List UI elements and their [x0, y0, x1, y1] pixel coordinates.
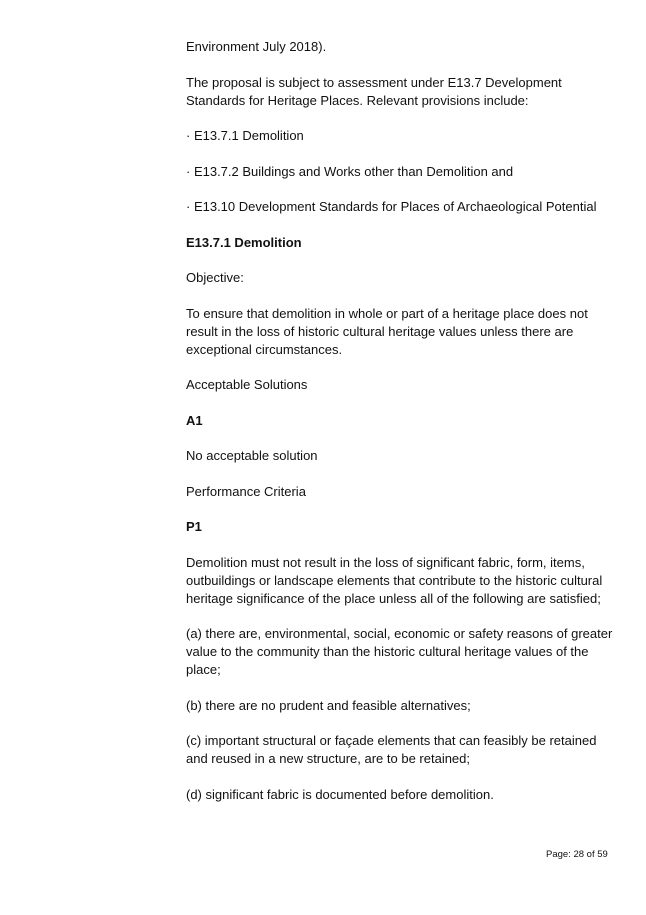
clause-a1-text: No acceptable solution — [186, 448, 318, 463]
performance-criteria-label: Performance Criteria — [186, 483, 306, 499]
page-number: Page: 28 of 59 — [546, 849, 608, 860]
clause-p1-heading: P1 — [186, 519, 202, 534]
acceptable-solutions-label: Acceptable Solutions — [186, 377, 308, 392]
paragraph-continuation: Environment July 2018). — [186, 39, 327, 54]
criterion-b: (b) there are no prudent and feasible alternatives; — [186, 697, 471, 713]
objective-label: Objective: — [186, 270, 244, 285]
clause-p1-text: Demolition must not result in the loss of significant fabric, form, items, outbuildings or landscape elements that contribute to the historic cultural heritage significance of the place unless all of the following are satisfied; — [186, 554, 603, 606]
provision-item: · E13.7.1 Demolition — [186, 128, 304, 143]
criterion-d: (d) significant fabric is documented before demolition. — [186, 786, 494, 802]
paragraph-intro: The proposal is subject to assessment under E13.7 Development Standards for Heritage Places. Relevant provisions include: — [186, 74, 562, 108]
provision-item: · E13.10 Development Standards for Places of Archaeological Potential — [186, 199, 597, 214]
criterion-a: (a) there are, environmental, social, economic or safety reasons of greater value to the community than the historic cultural heritage values of the place; — [186, 626, 613, 677]
clause-a1-heading: A1 — [186, 412, 203, 428]
section-heading: E13.7.1 Demolition — [186, 234, 302, 250]
provision-item: · E13.7.2 Buildings and Works other than Demolition and — [186, 163, 514, 179]
objective-text: To ensure that demolition in whole or part of a heritage place does not result in the loss of historic cultural heritage values unless there are exceptional circumstances. — [186, 305, 588, 357]
page-body — [186, 38, 616, 821]
criterion-c: (c) important structural or façade elements that can feasibly be retained and reused in a new structure, are to be retained; — [186, 733, 597, 766]
